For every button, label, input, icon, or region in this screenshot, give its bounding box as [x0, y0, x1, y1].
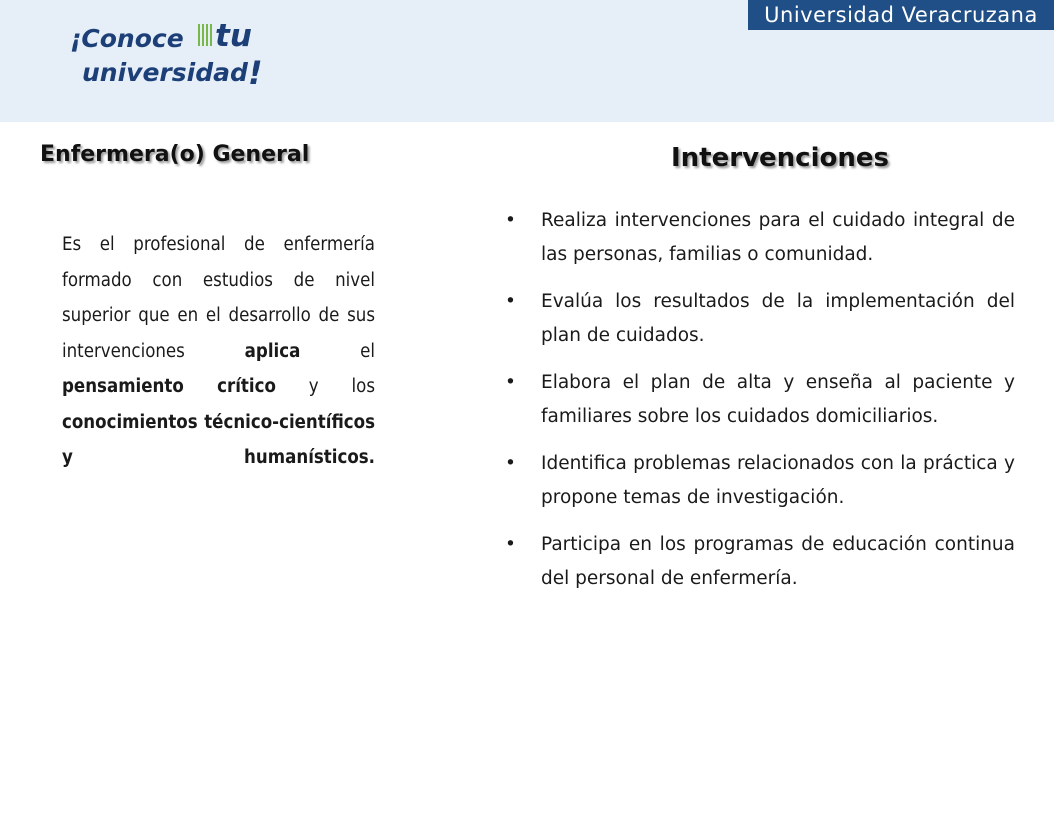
- para-text-1: Es el profesional de enfermería formado con estudios de nivel superior que en el desarrollo de sus intervenciones: [62, 234, 375, 362]
- logo-exclamation: !: [248, 54, 263, 92]
- para-bold-3: conocimientos técnico-científicos y humanísticos.: [62, 411, 375, 468]
- para-text-3: y los: [275, 376, 375, 397]
- list-item: [505, 366, 1015, 434]
- bullet-icon: •: [505, 210, 516, 231]
- university-name-bar: Universidad Veracruzana: [748, 0, 1054, 30]
- interventions-list: [505, 204, 1015, 609]
- bullet-icon: •: [505, 291, 516, 312]
- para-bold-2: pensamiento crítico: [62, 376, 276, 397]
- list-item: [505, 447, 1015, 515]
- list-item: [505, 528, 1015, 596]
- list-item-text: Identifica problemas relacionados con la práctica y propone temas de investigación.: [541, 453, 1015, 508]
- list-item: [505, 204, 1015, 272]
- list-item: [505, 285, 1015, 353]
- left-section-title: Enfermera(o) General: [40, 142, 310, 167]
- bullet-icon: •: [505, 453, 516, 474]
- list-item-text: Elabora el plan de alta y enseña al paciente y familiares sobre los cuidados domiciliarios.: [541, 372, 1015, 427]
- header-banner: [0, 0, 1054, 122]
- logo-line2: universidad: [82, 58, 248, 87]
- para-bold-1: aplica: [244, 340, 301, 362]
- list-item-text: Participa en los programas de educación continua del personal de enfermería.: [541, 534, 1015, 589]
- list-item-text: Evalúa los resultados de la implementación del plan de cuidados.: [541, 291, 1015, 346]
- para-text-2: el: [300, 340, 375, 362]
- bullet-icon: •: [505, 534, 516, 555]
- bullet-icon: •: [505, 372, 516, 393]
- list-item-text: Realiza intervenciones para el cuidado integral de las personas, familias o comunidad.: [541, 210, 1015, 265]
- logo-stripes-icon: [198, 24, 214, 46]
- definition-paragraph: [62, 227, 375, 476]
- logo-line1: ¡Conoce: [70, 24, 184, 53]
- right-section-title: Intervenciones: [671, 143, 889, 173]
- logo-tu: tu: [198, 18, 252, 54]
